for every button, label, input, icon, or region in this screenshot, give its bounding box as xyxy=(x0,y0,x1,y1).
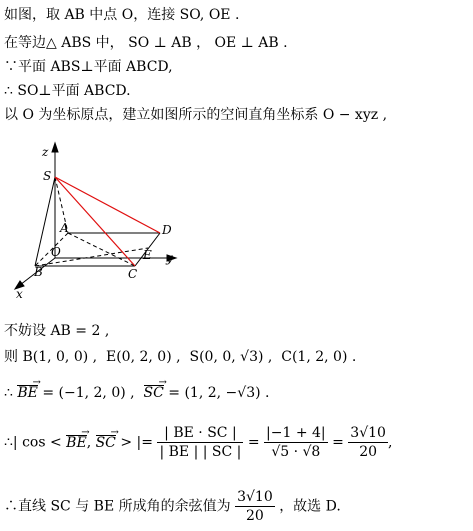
label-x: x xyxy=(16,287,23,301)
text-line-8: ∴ BE → = (−1, 2, 0) , SC → = (1, 2, −√3) . xyxy=(4,384,269,402)
text-line-9: ∴| cos < BE →, SC → > |= $\frac{| BE \cdot SC |}{| BE | | SC |}$ = $\frac{|-1 + 4|}{√5 \cdot √8}$ = $\frac{3√10}{20}$ , xyxy=(4,424,392,461)
label-B: B xyxy=(34,265,43,279)
label-O: O xyxy=(51,245,61,259)
text-line-4: ∴ SO⊥平面 ABCD. xyxy=(4,83,131,99)
label-A: A xyxy=(60,221,69,235)
text-line-2: 在等边△ ABS 中， SO ⊥ AB ， OE ⊥ AB . xyxy=(4,35,288,51)
text-line-6: 不妨设 AB = 2 , xyxy=(4,323,110,339)
text-line-7: 则 B(1, 0, 0) , E(0, 2, 0) , S(0, 0, √3) , C(1, 2, 0) . xyxy=(4,349,357,365)
label-D: D xyxy=(162,223,172,237)
text-line-5: 以 O 为坐标原点，建立如图所示的空间直角坐标系 O − xyz , xyxy=(4,107,388,123)
line-AC xyxy=(68,233,135,266)
label-y: y xyxy=(166,251,173,265)
label-S: S xyxy=(43,169,52,183)
label-C: C xyxy=(128,267,138,281)
fraction-2: $\frac{|-1 + 4|}{√5 \cdot √8}$ xyxy=(266,425,326,460)
label-z: z xyxy=(42,145,49,159)
edge-SD xyxy=(55,177,160,233)
text-line-1: 如图，取 AB 中点 O，连接 SO, OE . xyxy=(4,7,240,23)
fraction-3: $\frac{3√10}{20}$ xyxy=(350,425,386,460)
label-E: E xyxy=(143,248,152,262)
fraction-answer: $\frac{3√10}{20}$ xyxy=(237,489,273,524)
text-line-10: ∴直线 SC 与 BE 所成角的余弦值为 $\frac{3√10}{20}$ ，故选 D. xyxy=(4,489,341,524)
vector-SC: SC → xyxy=(144,384,164,402)
text-line-3: ∵平面 ABS⊥平面 ABCD, xyxy=(4,59,173,75)
fraction-1: $\frac{| BE \cdot SC |}{| BE | | SC |}$ xyxy=(159,425,242,460)
z-arrow xyxy=(52,143,58,152)
vector-BE: BE → xyxy=(17,384,38,402)
